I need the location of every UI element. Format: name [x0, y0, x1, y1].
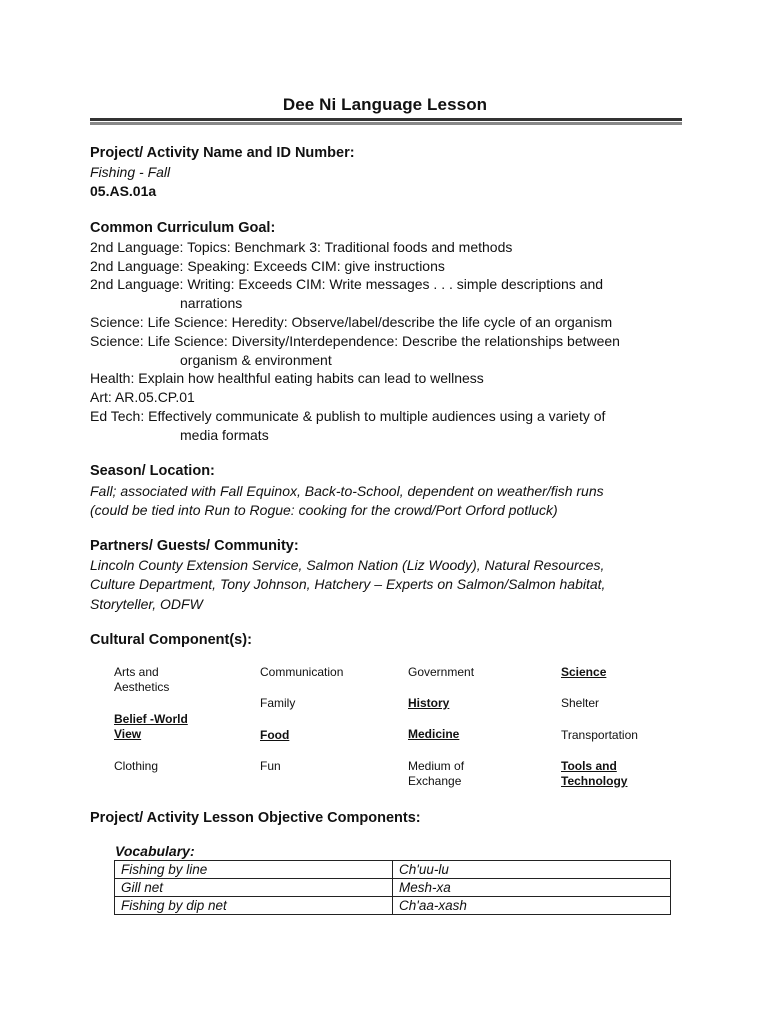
vocab-english: Gill net [115, 879, 393, 897]
curriculum-line: organism & environment [180, 352, 332, 368]
curriculum-heading: Common Curriculum Goal: [90, 220, 276, 236]
cultural-component-item: Tools and Technology [561, 759, 628, 788]
curriculum-line: Ed Tech: Effectively communicate & publish to multiple audiences using a variety of [90, 408, 606, 424]
vocab-english: Fishing by dip net [115, 897, 393, 915]
cultural-component-item: Belief -World View [114, 712, 188, 741]
curriculum-line: Science: Life Science: Heredity: Observe/label/describe the life cycle of an organism [90, 314, 613, 330]
cultural-component-item: Communication [260, 665, 344, 679]
title-rule [90, 118, 682, 121]
curriculum-line: media formats [180, 427, 269, 443]
curriculum-line: narrations [180, 295, 243, 311]
partners-line: Lincoln County Extension Service, Salmon Nation (Liz Woody), Natural Resources, [90, 557, 605, 573]
vocabulary-label: Vocabulary: [115, 843, 195, 859]
objective-heading: Project/ Activity Lesson Objective Components: [90, 810, 421, 826]
cultural-component-item: Shelter [561, 696, 600, 710]
cultural-component-item: Arts and Aesthetics [114, 665, 170, 694]
season-line: Fall; associated with Fall Equinox, Back-to-School, dependent on weather/fish runs [90, 483, 604, 499]
cultural-heading: Cultural Component(s): [90, 632, 252, 648]
curriculum-line: 2nd Language: Speaking: Exceeds CIM: give instructions [90, 258, 445, 274]
project-heading: Project/ Activity Name and ID Number: [90, 145, 355, 161]
vocab-dee-ni: Mesh-xa [393, 879, 671, 897]
curriculum-line: 2nd Language: Writing: Exceeds CIM: Write messages . . . simple descriptions and [90, 276, 604, 292]
curriculum-line: Science: Life Science: Diversity/Interdependence: Describe the relationships between [90, 333, 620, 349]
curriculum-line: Art: AR.05.CP.01 [90, 389, 195, 405]
season-heading: Season/ Location: [90, 463, 215, 479]
project-id: 05.AS.01a [90, 183, 157, 199]
table-row [115, 861, 671, 879]
partners-line: Culture Department, Tony Johnson, Hatchery – Experts on Salmon/Salmon habitat, [90, 576, 606, 592]
season-line: (could be tied into Run to Rogue: cooking for the crowd/Port Orford potluck) [90, 502, 558, 518]
vocab-dee-ni: Ch'uu-lu [393, 861, 671, 879]
cultural-component-item: Food [260, 728, 290, 742]
cultural-component-item: Fun [260, 759, 281, 773]
cultural-component-item: Science [561, 665, 607, 679]
vocab-dee-ni: Ch'aa-xash [393, 897, 671, 915]
cultural-component-item: Transportation [561, 728, 638, 742]
table-row [115, 879, 671, 897]
cultural-component-item: Government [408, 665, 475, 679]
cultural-component-item: Clothing [114, 759, 159, 773]
table-row [115, 897, 671, 915]
cultural-component-item: History [408, 696, 450, 710]
cultural-component-item: Family [260, 696, 296, 710]
vocab-english: Fishing by line [115, 861, 393, 879]
cultural-component-item: Medium of Exchange [408, 759, 465, 788]
title-rule-shadow [90, 122, 682, 125]
curriculum-line: Health: Explain how healthful eating habits can lead to wellness [90, 370, 484, 386]
curriculum-line: 2nd Language: Topics: Benchmark 3: Traditional foods and methods [90, 239, 513, 255]
partners-heading: Partners/ Guests/ Community: [90, 538, 299, 554]
page-title: Dee Ni Language Lesson [282, 95, 488, 114]
partners-line: Storyteller, ODFW [90, 596, 203, 612]
cultural-component-item: Medicine [408, 727, 460, 741]
project-name: Fishing - Fall [90, 164, 171, 180]
vocabulary-table [114, 860, 671, 915]
